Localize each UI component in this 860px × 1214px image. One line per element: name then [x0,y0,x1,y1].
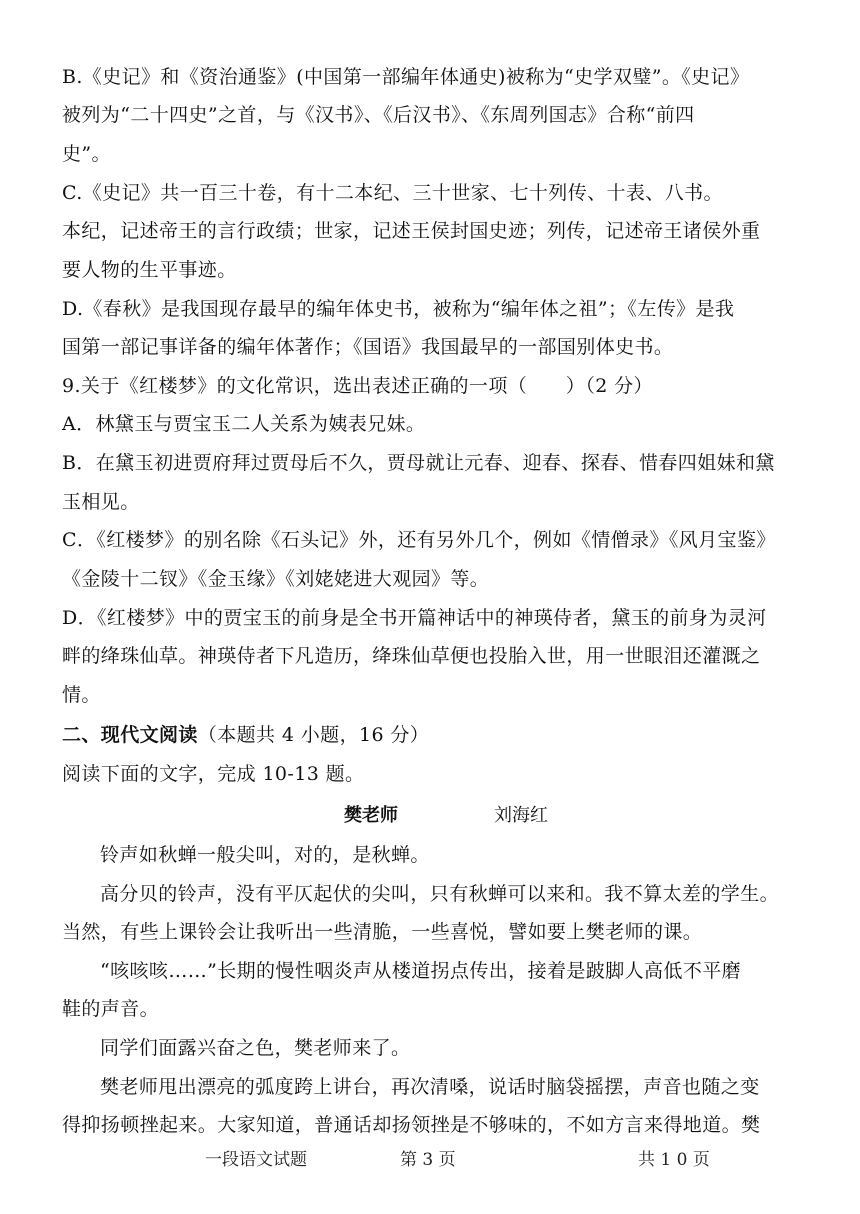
story-line: 当然，有些上课铃会让我听出一些清脆，一些喜悦，譬如要上樊老师的课。 [62,921,703,943]
text-line: D.《春秋》是我国现存最早的编年体史书，被称为“编年体之祖”；《左传》是我 [62,298,735,320]
section-heading-note: （本题共 4 小题，16 分） [197,724,430,746]
text-line: B.《史记》和《资治通鉴》(中国第一部编年体通史)被称为“史学双璧”。《史记》 [62,66,750,88]
option-a: A．林黛玉与贾宝玉二人关系为姨表兄妹。 [62,413,426,435]
option-c: C．《红楼梦》的别名除《石头记》外，还有另外几个，例如《情僧录》《风月宝鉴》 [62,529,776,551]
footer-exam-name: 一段语文试题 [205,1150,307,1170]
story-paragraph: 高分贝的铃声，没有平仄起伏的尖叫，只有秋蝉可以来和。我不算太差的学生。 [100,883,780,905]
section-heading [62,722,429,748]
text-line: 国第一部记事详备的编年体著作；《国语》我国最早的一部国别体史书。 [62,336,674,358]
text-line: 玉相见。 [62,491,140,513]
text-line: 本纪，记述帝王的言行政绩；世家，记述王侯封国史迹；列传，记述帝王诸侯外重 [62,220,761,242]
story-line: 鞋的声音。 [62,998,160,1020]
question-9: 9.关于《红楼梦》的文化常识，选出表述正确的一项（ ）（2 分） [62,375,653,397]
text-line: 《金陵十二钗》《金玉缘》《刘姥姥进大观园》等。 [62,568,490,590]
option-d: D．《红楼梦》中的贾宝玉的前身是全书开篇神话中的神瑛侍者，黛玉的前身为灵河 [62,607,767,629]
story-paragraph: “咳咳咳……”长期的慢性咽炎声从楼道拐点传出，接着是跛脚人高低不平磨 [100,960,742,982]
section-heading-title: 二、现代文阅读 [62,724,198,746]
text-line: 要人物的生平事迹。 [62,259,237,281]
text-line: C.《史记》共一百三十卷，有十二本纪、三十世家、七十列传、十表、八书。 [62,182,723,204]
footer-total-pages: 共 1 0 页 [638,1150,710,1170]
story-paragraph: 同学们面露兴奋之色，樊老师来了。 [100,1037,411,1059]
story-paragraph: 樊老师甩出漂亮的弧度跨上讲台，再次清嗓，说话时脑袋摇摆，声音也随之变 [100,1076,760,1098]
text-line: 史”。 [62,143,111,165]
text-line: 被列为“二十四史”之首，与《汉书》、《后汉书》、《东周列国志》合称“前四 [62,104,695,126]
text-line: 畔的绛珠仙草。神瑛侍者下凡造历，绛珠仙草便也投胎入世，用一世眼泪还灌溉之 [62,645,761,667]
story-title: 樊老师 [344,805,398,826]
section-instruction: 阅读下面的文字，完成 10-13 题。 [62,763,365,785]
story-author: 刘海红 [494,805,548,826]
option-b: B．在黛玉初进贾府拜过贾母后不久，贾母就让元春、迎春、探春、惜春四姐妹和黛 [62,452,775,474]
story-line: 得抑扬顿挫起来。大家知道，普通话却扬领挫是不够味的，不如方言来得地道。樊 [62,1114,761,1136]
text-line: 情。 [62,684,101,706]
story-paragraph: 铃声如秋蝉一般尖叫，对的，是秋蝉。 [100,844,430,866]
footer-page-number: 第 3 页 [400,1150,456,1170]
